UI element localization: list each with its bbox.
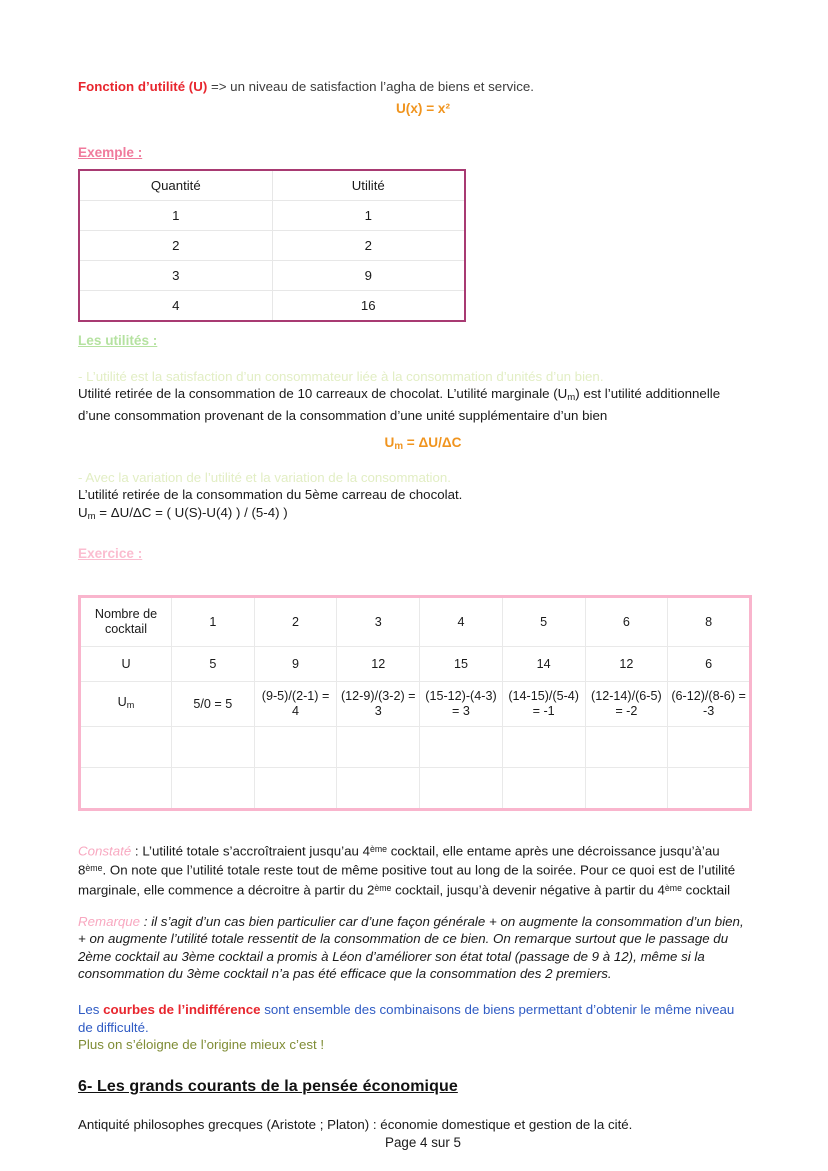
table-row-empty [80, 768, 751, 810]
table-cell-nombre: 1 [172, 597, 255, 647]
table-cell-u: 5 [172, 647, 255, 682]
intro-heading-bold: Fonction d’utilité (U) [78, 79, 208, 94]
table-header-cell-quantite: Quantité [79, 170, 272, 201]
constate-text-5: cocktail [681, 882, 731, 898]
constate-ord-2: ème [85, 863, 103, 874]
table-cell-empty [254, 727, 337, 768]
section-6-title: 6- Les grands courants de la pensée économique [78, 1077, 458, 1095]
um-formula-sub: m [394, 441, 404, 453]
remarque-separator: : [140, 913, 152, 929]
utilites-heading: Les utilités : [78, 332, 158, 348]
exemple-heading: Exemple : [78, 144, 143, 160]
table-cell-nombre: 6 [585, 597, 668, 647]
table-row-empty [80, 727, 751, 768]
table-cell-utilite: 9 [272, 260, 465, 290]
table-cell-empty [668, 727, 751, 768]
utilites-paragraph-part-b: ) est l’utilité additionnelle d’une consommation provenant de la consommation d’une unité supplémentaire d’un bien [78, 386, 721, 423]
constate-ord-3: ème [374, 882, 392, 893]
constate-ord-4: ème [664, 882, 682, 893]
table-cell-um: (14-15)/(5-4) = -1 [502, 682, 585, 727]
row-label-line2: cocktail [105, 622, 147, 637]
table-cell-quantite: 4 [79, 290, 272, 321]
row-label-um-sub: m [126, 700, 135, 711]
utilites-paragraph-part-a: Utilité retirée de la consommation de 10 carreaux de chocolat. L’utilité marginale (U [78, 386, 568, 402]
utilites-faded-line: - L’utilité est la satisfaction d’un consommateur liée à la consommation d’unités d’un bien. [78, 368, 604, 384]
row-label-line1: Nombre de [94, 606, 158, 621]
page-footer [78, 1135, 768, 1150]
page-number-label: Page 4 sur 5 [385, 1135, 461, 1151]
exercice-heading-row [78, 545, 768, 563]
table-cell-um: (12-9)/(3-2) = 3 [337, 682, 420, 727]
table-cell-quantite: 1 [79, 200, 272, 230]
table-cell-u: 6 [668, 647, 751, 682]
table-header-row [79, 170, 465, 201]
table-cell-empty [502, 768, 585, 810]
table-cell-empty [420, 768, 503, 810]
table-cell-quantite: 2 [79, 230, 272, 260]
um-calculation-line [78, 504, 750, 526]
um-formula-rest: = ΔU/ΔC [403, 435, 462, 451]
indifference-text-1: Les [78, 1002, 104, 1018]
table-cell-nombre: 5 [502, 597, 585, 647]
constate-text-2: cocktail, elle entame après une décroissance jusqu’à’au 8 [78, 843, 720, 878]
table-cell-um: (12-14)/(6-5) = -2 [585, 682, 668, 727]
table-cell-empty [502, 727, 585, 768]
constate-text-1: L’utilité totale s’accroîtraient jusqu’au 4 [142, 843, 370, 859]
utilites-heading-row [78, 332, 768, 350]
indifference-olive-line: Plus on s’éloigne de l’origine mieux c’est ! [78, 1037, 325, 1053]
constate-label: Constaté [78, 843, 132, 859]
table-cell-um: (15-12)-(4-3) = 3 [420, 682, 503, 727]
table-cell-nombre: 8 [668, 597, 751, 647]
table-cell-empty [668, 768, 751, 810]
table-cell-quantite: 3 [79, 260, 272, 290]
utility-formula: U(x) = x² [395, 100, 450, 116]
exercice-heading: Exercice : [78, 546, 143, 562]
table-row [79, 230, 465, 260]
table-cell-empty [420, 727, 503, 768]
table-row [79, 200, 465, 230]
table-cell-um: (6-12)/(8-6) = -3 [668, 682, 751, 727]
table-row [79, 290, 465, 321]
table-cell-nombre: 3 [337, 597, 420, 647]
table-cell-nombre: 2 [254, 597, 337, 647]
table-cell-utilite: 1 [272, 200, 465, 230]
um-formula-u: U [384, 435, 395, 451]
table-cell-empty [80, 727, 172, 768]
table-cell-empty [172, 768, 255, 810]
table-cell-utilite: 2 [272, 230, 465, 260]
um-calc-u: U [78, 504, 88, 520]
constate-text-3: . On note que l’utilité totale reste tout de même positive tout au long de la soirée. Pour ce quoi est de l’utilité marginale, elle commence a décroitre à partir du 2 [78, 862, 736, 898]
um-formula [384, 435, 462, 453]
exercice-table [78, 595, 752, 811]
constate-text-4: cocktail, jusqu’à devenir négative à partir du 4 [391, 882, 665, 898]
table-cell-empty [337, 727, 420, 768]
utility-formula-row [78, 100, 768, 118]
utilites-paragraph [78, 385, 750, 424]
indifference-bold-term: courbes de l’indifférence [103, 1002, 261, 1018]
table-cell-empty [585, 727, 668, 768]
row-label-um-u: U [117, 695, 127, 710]
table-row-u [80, 647, 751, 682]
table-cell-u: 15 [420, 647, 503, 682]
section-6-body: Antiquité philosophes grecques (Aristote ; Platon) : économie domestique et gestion de la cité. [78, 1116, 633, 1132]
table-cell-empty [337, 768, 420, 810]
table-cell-um: (9-5)/(2-1) = 4 [254, 682, 337, 727]
constate-separator: : [131, 843, 143, 859]
line-5eme-carreau: L’utilité retirée de la consommation du 5ème carreau de chocolat. [78, 487, 463, 503]
row-label-nombre-cocktail [80, 597, 172, 647]
table-cell-empty [585, 768, 668, 810]
constate-ord-1: ème [370, 844, 388, 855]
remarque-label: Remarque [78, 913, 141, 929]
row-label-u: U [80, 647, 172, 682]
exemple-table [78, 169, 466, 322]
table-row-um [80, 682, 751, 727]
constate-paragraph [78, 841, 750, 898]
utilites-paragraph-sub: m [567, 392, 576, 404]
table-row-nombre-cocktail [80, 597, 751, 647]
table-row [79, 260, 465, 290]
row-label-um [80, 682, 172, 727]
table-cell-u: 12 [585, 647, 668, 682]
table-header-cell-utilite: Utilité [272, 170, 465, 201]
um-calc-rest: = ΔU/ΔC = ( U(S)-U(4) ) / (5-4) ) [95, 504, 288, 520]
table-cell-utilite: 16 [272, 290, 465, 321]
table-cell-u: 9 [254, 647, 337, 682]
indifference-paragraph [78, 1001, 750, 1036]
exemple-heading-row [78, 144, 768, 162]
table-cell-u: 14 [502, 647, 585, 682]
intro-heading-rest: => un niveau de satisfaction l’agha de biens et service. [207, 79, 534, 94]
table-cell-u: 12 [337, 647, 420, 682]
table-cell-empty [80, 768, 172, 810]
indifference-text-2: sont ensemble des combinaisons de biens permettant d’obtenir le même niveau de difficulté. [78, 1002, 735, 1035]
remarque-text: il s’agit d’un cas bien particulier car d’une façon générale + on augmente la consommation d’un bien, + on augmente l’utilité totale ressentit de la consommation de ce bien. On remarque surtout que le passage du 2ème cocktail au 3ème cocktail a promis à Léon d’améliorer son état total (passage de 9 à 12), même si la consommation du 3ème cocktail n’a pas été efficace que la consommation des 2 premiers. [78, 913, 744, 982]
table-cell-um: 5/0 = 5 [172, 682, 255, 727]
table-cell-empty [254, 768, 337, 810]
intro-heading-line [78, 78, 768, 96]
um-calc-sub: m [87, 510, 96, 522]
table-cell-empty [172, 727, 255, 768]
um-formula-row [78, 434, 768, 452]
utilites-faded-line-2: - Avec la variation de l’utilité et la variation de la consommation. [78, 469, 452, 485]
table-cell-nombre: 4 [420, 597, 503, 647]
remarque-paragraph [78, 913, 750, 983]
